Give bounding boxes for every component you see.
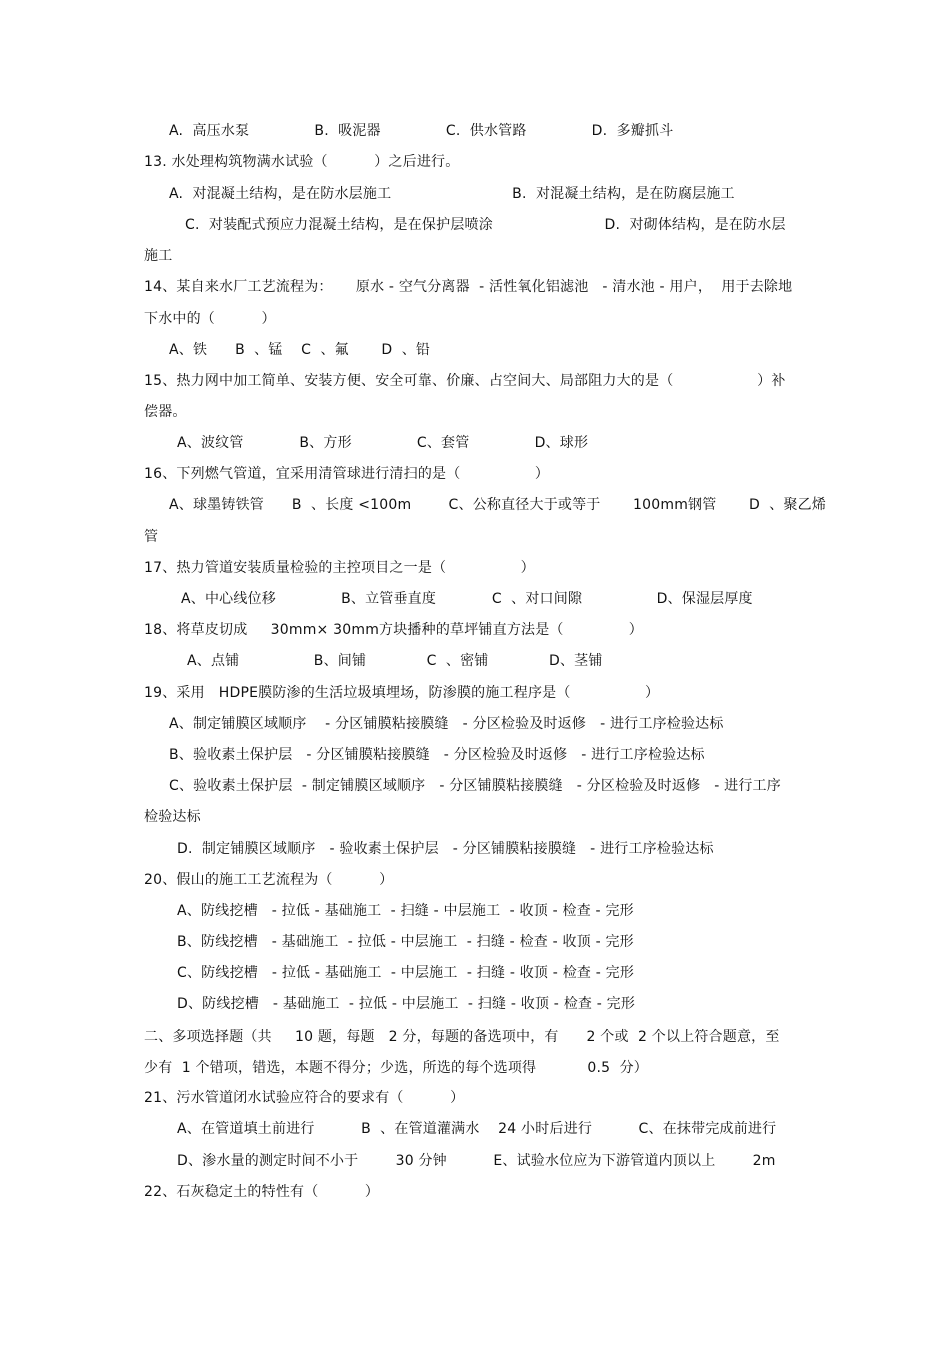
q21-options-abc: A、在管道填土前进行 B 、在管道灌满水 24 小时后进行 C、在抹带完成前进行 xyxy=(177,1121,777,1137)
q16-options: A、球墨铸铁管 B 、长度 <100m C、公称直径大于或等于 100mm钢管 D 、聚乙烯 xyxy=(169,497,827,513)
q18-stem: 18、将草皮切成 30mm× 30mm方块播种的草坪铺直方法是（ ） xyxy=(144,622,643,638)
q18-options: A、点铺 B、间铺 C 、密铺 D、茎铺 xyxy=(187,653,603,669)
q12-options: A. 高压水泵 B. 吸泥器 C. 供水管路 D. 多瓣抓斗 xyxy=(169,123,674,139)
q16-options-cont: 管 xyxy=(144,529,159,545)
q20-stem: 20、假山的施工工艺流程为（ ） xyxy=(144,872,394,888)
section2-heading: 二、多项选择题（共 10 题，每题 2 分，每题的备选项中，有 2 个或 2 个以上符合题意，至 xyxy=(144,1029,780,1045)
q13-stem: 13. 水处理构筑物满水试验（ ）之后进行。 xyxy=(144,154,460,170)
q22-stem: 22、石灰稳定土的特性有（ ） xyxy=(144,1184,380,1200)
q17-options: A、中心线位移 B、立管垂直度 C 、对口间隙 D、保湿层厚度 xyxy=(181,591,753,607)
q14-stem-cont: 下水中的（ ） xyxy=(144,311,276,327)
q19-option-c: C、验收素土保护层 - 制定铺膜区域顺序 - 分区铺膜粘接膜缝 - 分区检验及时返修 - 进行工序 xyxy=(169,778,781,794)
q19-stem: 19、采用 HDPE膜防渗的生活垃圾填埋场，防渗膜的施工程序是（ ） xyxy=(144,685,660,701)
q15-stem: 15、热力网中加工简单、安装方便、安全可靠、价廉、占空间大、局部阻力大的是（ ）补 xyxy=(144,373,786,389)
q20-option-a: A、防线挖槽 - 拉低 - 基础施工 - 扫缝 - 中层施工 - 收顶 - 检查 - 完形 xyxy=(177,903,634,919)
q13-options-cd: C. 对装配式预应力混凝土结构，是在保护层喷涂 D. 对砌体结构，是在防水层 xyxy=(185,217,786,233)
q13-options-ab: A. 对混凝土结构，是在防水层施工 B. 对混凝土结构，是在防腐层施工 xyxy=(169,186,735,202)
q13-options-cd-cont: 施工 xyxy=(144,248,173,264)
q21-options-de: D、渗水量的测定时间不小于 30 分钟 E、试验水位应为下游管道内顶以上 2m xyxy=(177,1153,776,1169)
q14-stem: 14、某自来水厂工艺流程为： 原水 - 空气分离器 - 活性氧化铝滤池 - 清水池 - 用户， 用于去除地 xyxy=(144,279,793,295)
q20-option-b: B、防线挖槽 - 基础施工 - 拉低 - 中层施工 - 扫缝 - 检查 - 收顶 - 完形 xyxy=(177,934,634,950)
section2-heading-cont: 少有 1 个错项，错选，本题不得分；少选，所选的每个选项得 0.5 分） xyxy=(144,1060,648,1076)
q20-option-d: D、防线挖槽 - 基础施工 - 拉低 - 中层施工 - 扫缝 - 收顶 - 检查 - 完形 xyxy=(177,996,636,1012)
q21-stem: 21、污水管道闭水试验应符合的要求有（ ） xyxy=(144,1090,465,1106)
q15-stem-cont: 偿器。 xyxy=(144,404,187,420)
q20-option-c: C、防线挖槽 - 拉低 - 基础施工 - 中层施工 - 扫缝 - 收顶 - 检查 - 完形 xyxy=(177,965,635,981)
q15-options: A、波纹管 B、方形 C、套管 D、球形 xyxy=(177,435,589,451)
q19-option-d: D. 制定铺膜区域顺序 - 验收素土保护层 - 分区铺膜粘接膜缝 - 进行工序检验达标 xyxy=(177,841,714,857)
q14-options: A、铁 B 、锰 C 、氟 D 、铅 xyxy=(169,342,431,358)
q17-stem: 17、热力管道安装质量检验的主控项目之一是（ ） xyxy=(144,560,535,576)
q19-option-a: A、制定铺膜区域顺序 - 分区铺膜粘接膜缝 - 分区检验及时返修 - 进行工序检验达标 xyxy=(169,716,724,732)
q19-option-c-cont: 检验达标 xyxy=(144,809,201,825)
q16-stem: 16、下列燃气管道，宜采用清管球进行清扫的是（ ） xyxy=(144,466,550,482)
q19-option-b: B、验收素土保护层 - 分区铺膜粘接膜缝 - 分区检验及时返修 - 进行工序检验达标 xyxy=(169,747,705,763)
